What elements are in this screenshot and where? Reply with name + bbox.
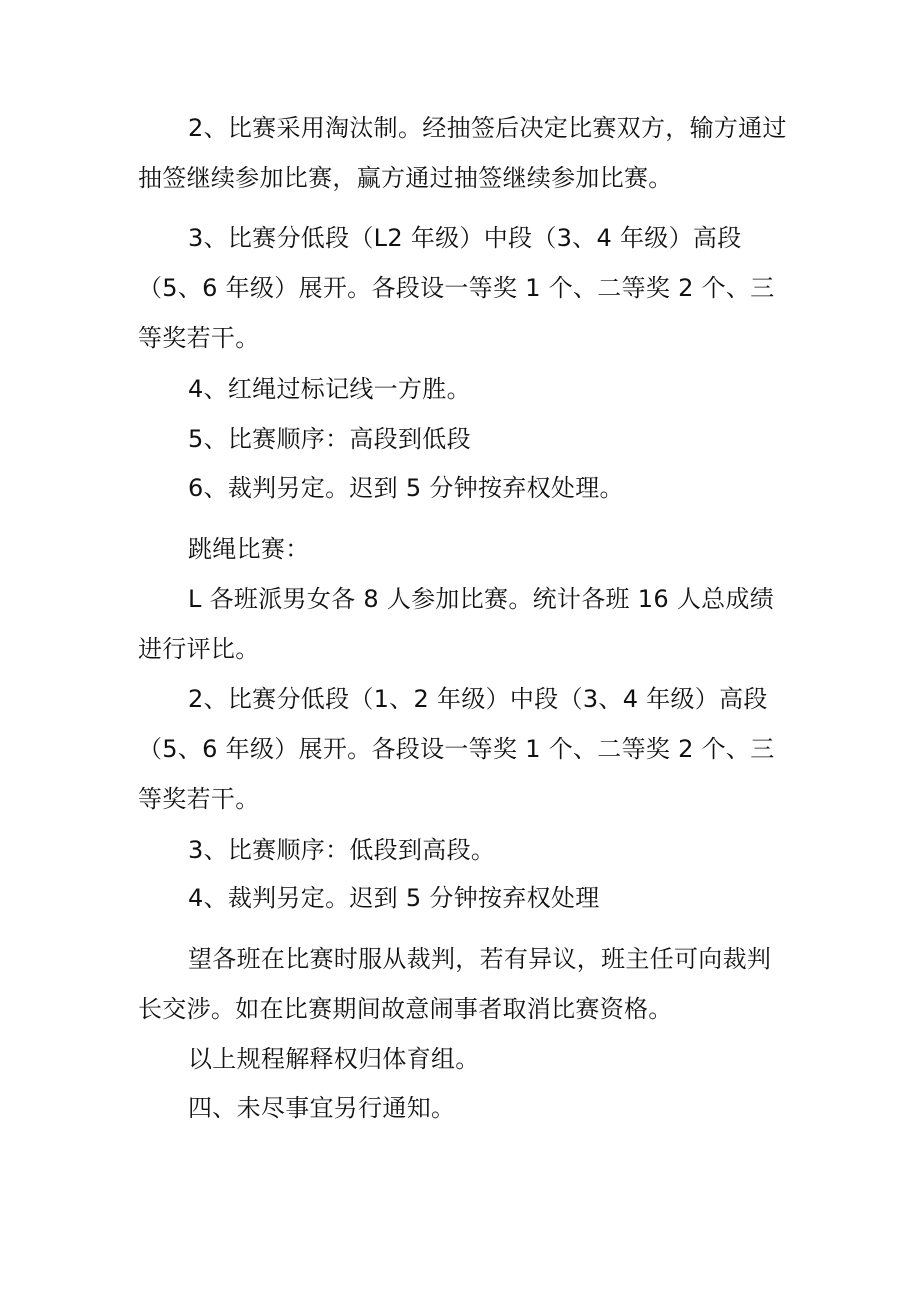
rule-paragraph: 2、比赛采用淘汰制。经抽签后决定比赛双方，输方通过抽签继续参加比赛，赢方通过抽签继续参加比赛。 — [138, 114, 787, 192]
rule-paragraph: 5、比赛顺序：高段到低段 — [188, 425, 471, 453]
rule-paragraph: 3、比赛顺序：低段到高段。 — [188, 836, 496, 864]
rule-paragraph: L 各班派男女各 8 人参加比赛。统计各班 16 人总成绩进行评比。 — [138, 585, 775, 663]
notice-paragraph: 望各班在比赛时服从裁判，若有异议，班主任可向裁判长交涉。如在比赛期间故意闹事者取消比赛资格。 — [138, 945, 772, 1023]
rule-paragraph: 6、裁判另定。迟到 5 分钟按弃权处理。 — [188, 474, 624, 502]
section-heading: 跳绳比赛： — [188, 535, 310, 563]
rule-paragraph: 4、裁判另定。迟到 5 分钟按弃权处理 — [188, 884, 600, 912]
rule-paragraph: 4、红绳过标记线一方胜。 — [188, 375, 471, 403]
notice-paragraph: 以上规程解释权归体育组。 — [188, 1045, 480, 1073]
rule-paragraph: 2、比赛分低段（1、2 年级）中段（3、4 年级）高段（5、6 年级）展开。各段设一等奖 1 个、二等奖 2 个、三等奖若干。 — [138, 685, 775, 813]
rule-paragraph: 3、比赛分低段（L2 年级）中段（3、4 年级）高段（5、6 年级）展开。各段设一等奖 1 个、二等奖 2 个、三等奖若干。 — [138, 224, 775, 352]
notice-paragraph: 四、未尽事宜另行通知。 — [188, 1094, 456, 1122]
